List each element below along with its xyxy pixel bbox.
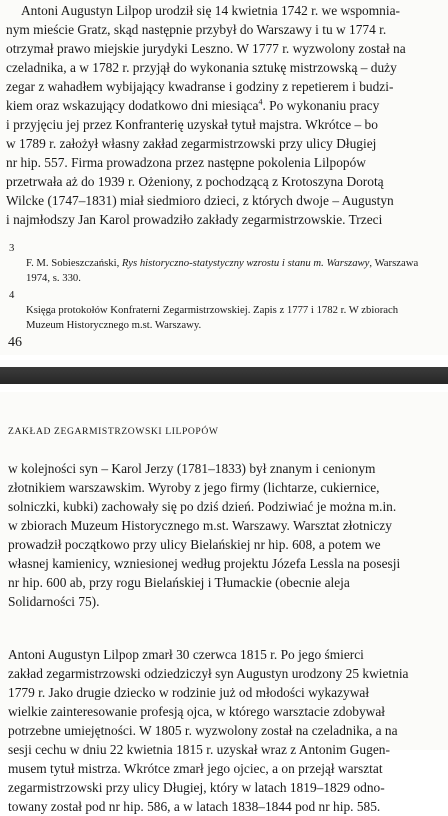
- footnote-3: [6, 241, 442, 286]
- footnotes: [6, 241, 442, 333]
- page-number: 46: [8, 335, 22, 350]
- footnote-number: 4: [9, 289, 15, 301]
- body-paragraph: w kolejności syn – Karol Jerzy (1781–1833) był znanym i cenionym złotnikiem warszawskim. Wyroby z jego firmy (lichtarze, cukiernice, solniczki, kubki) zachowały się po dziś dzień. Podziwiać je można m.in. w zbiorach Muzeum Historycznego m.st. Warszawy. Warsztat złotniczy prowadził początkowo przy ulicy Bielańskiej nr hip. 608, a potem we własnej kamienicy, wzniesionej według projektu Józefa Lessla na posesji nr hip. 600 ab, przy rogu Bielańskiej i Tłumackie (obecnie aleja Solidarności 75).: [8, 461, 401, 609]
- body-paragraph: [6, 0, 442, 229]
- paragraph-text-continued: . Po wykonaniu pracy i przyjęciu jej przez Konfranterię uzyskał tytuł majstra. Wkrótce – bo w 1789 r. założył własny zakład zegarmistrzowski przy ulicy Długiej nr hip. 557. Firma prowadzona przez następne pokolenia Lilpopów przetrwała aż do 1939 r. Ożeniony, z pochodzącą z Krotoszyna Dorotą Wilcke (1747–1831) miał siedmioro dzieci, z których dwoje – Augustyn i najmłodszy Jan Karol prowadziło zakłady zegarmistrzowskie. Trzeci: [6, 98, 394, 227]
- footnote-4: [6, 288, 442, 333]
- bottom-page: [0, 392, 448, 814]
- top-page: [0, 0, 448, 355]
- footnote-text: Księga protokołów Konfraterni Zegarmistrzowskiej. Zapis z 1777 i 1782 r. W zbiorach Muzeum Historycznego m.st. Warszawy.: [26, 304, 399, 331]
- footnote-text: F. M. Sobieszczański,: [26, 257, 122, 269]
- footnote-reference[interactable]: 4: [258, 97, 263, 107]
- footnote-text-end: , Warszawa 1974, s. 330.: [26, 257, 419, 284]
- running-head: ZAKŁAD ZEGARMISTRZOWSKI LILPOPÓW: [8, 426, 219, 437]
- page-separator: [0, 355, 448, 392]
- footnote-number: 3: [9, 242, 15, 254]
- body-paragraph: Antoni Augustyn Lilpop zmarł 30 czerwca 1815 r. Po jego śmierci zakład zegarmistrzowski odziedziczył syn Augustyn urodzony 25 kwietnia 1779 r. Jako drugie dziecko w rodzinie już od młodości wykazywał wielkie zainteresowanie profesją ojca, w którego warsztacie zdobywał potrzebne umiejętności. W 1805 r. wyzwolony został na czeladnika, a na sesji cechu w dniu 22 kwietnia 1815 r. uzyskał wraz z Antonim Gugen- musem tytuł mistrza. Wkrótce zmarł jego ojciec, a on przejął warsztat zegarmistrzowski przy ulicy Długiej, który w latach 1819–1829 odno- towany został pod nr hip. 586, a w latach 1838–1844 pod nr hip. 585.: [8, 647, 409, 814]
- paragraph-text: Antoni Augustyn Lilpop urodził się 14 kwietnia 1742 r. we wspomnia- nym mieście Gratz, skąd następnie przybył do Warszawy i tu w 1774 r. otrzymał prawo miejskie jurydyki Leszno. W 1777 r. wyzwolony został na czeladnika, a w 1782 r. przyjął do wykonania sztukę mistrzowską – duży zegar z wahadłem wybijający kwadranse i godziny z repetierem i budzi- kiem oraz wskazujący dodatkowo dni miesiąca: [6, 3, 406, 113]
- separator-band: [0, 367, 448, 384]
- footnote-book-title: Rys historyczno-statystyczny wzrostu i stanu m. Warszawy: [121, 257, 370, 269]
